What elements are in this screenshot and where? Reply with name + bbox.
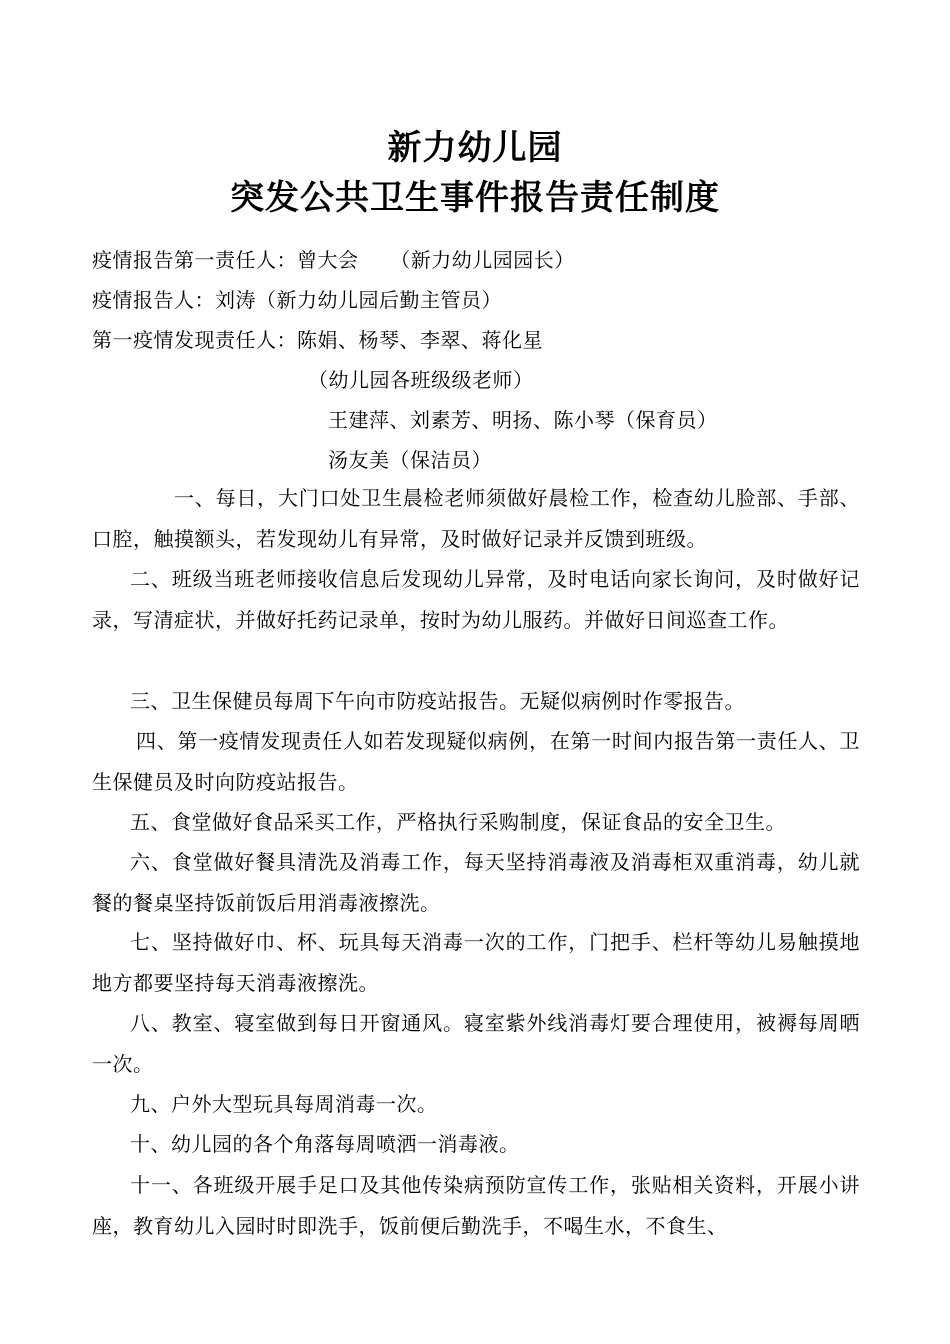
first-responsible-note: （新力幼儿园园长） bbox=[390, 248, 575, 272]
first-responsible-line bbox=[92, 247, 575, 273]
rule-paragraph: 三、卫生保健员每周下午向市防疫站报告。无疑似病例时作零报告。 bbox=[130, 689, 745, 713]
childcare-staff-line: 王建萍、刘素芳、明扬、陈小琴（保育员） bbox=[328, 408, 718, 432]
document-title-line2: 突发公共卫生事件报告责任制度 bbox=[230, 178, 720, 218]
rule-paragraph: 一、每日，大门口处卫生晨检老师须做好晨检工作，检查幼儿脸部、手部、口腔，触摸额头，若发现幼儿有异常，及时做好记录并反馈到班级。 bbox=[92, 486, 860, 551]
document-title-line1: 新力幼儿园 bbox=[387, 128, 563, 168]
teachers-note-line: （幼儿园各班级级老师） bbox=[308, 368, 534, 392]
rule-paragraph: 十、幼儿园的各个角落每周喷洒一消毒液。 bbox=[130, 1132, 520, 1156]
rule-paragraph: 九、户外大型玩具每周消毒一次。 bbox=[130, 1092, 438, 1116]
rule-paragraph: 二、班级当班老师接收信息后发现幼儿异常，及时电话向家长询问，及时做好记录，写清症状，并做好托药记录单，按时为幼儿服药。并做好日间巡查工作。 bbox=[92, 567, 860, 632]
cleaning-staff-line: 汤友美（保洁员） bbox=[328, 448, 492, 472]
rule-paragraph: 五、食堂做好食品采买工作，严格执行采购制度，保证食品的安全卫生。 bbox=[130, 810, 786, 834]
rule-paragraph: 六、食堂做好餐具清洗及消毒工作，每天坚持消毒液及消毒柜双重消毒，幼儿就餐的餐桌坚持饭前饭后用消毒液擦洗。 bbox=[92, 850, 860, 915]
rule-paragraph: 七、坚持做好巾、杯、玩具每天消毒一次的工作，门把手、栏杆等幼儿易触摸地地方都要坚持每天消毒液擦洗。 bbox=[92, 930, 860, 995]
rule-paragraph: 十一、各班级开展手足口及其他传染病预防宣传工作，张贴相关资料，开展小讲座，教育幼儿入园时时即洗手，饭前便后勤洗手，不喝生水，不食生、 bbox=[92, 1173, 860, 1238]
discovery-responsible-line: 第一疫情发现责任人：陈娟、杨琴、李翠、蒋化星 bbox=[92, 328, 543, 352]
first-responsible-label: 疫情报告第一责任人：曾大会 bbox=[92, 248, 359, 272]
rule-paragraph: 八、教室、寝室做到每日开窗通风。寝室紫外线消毒灯要合理使用，被褥每周晒一次。 bbox=[92, 1011, 860, 1076]
reporter-line: 疫情报告人：刘涛（新力幼儿园后勤主管员） bbox=[92, 288, 502, 312]
rule-paragraph: 四、第一疫情发现责任人如若发现疑似病例，在第一时间内报告第一责任人、卫生保健员及时向防疫站报告。 bbox=[92, 729, 860, 794]
